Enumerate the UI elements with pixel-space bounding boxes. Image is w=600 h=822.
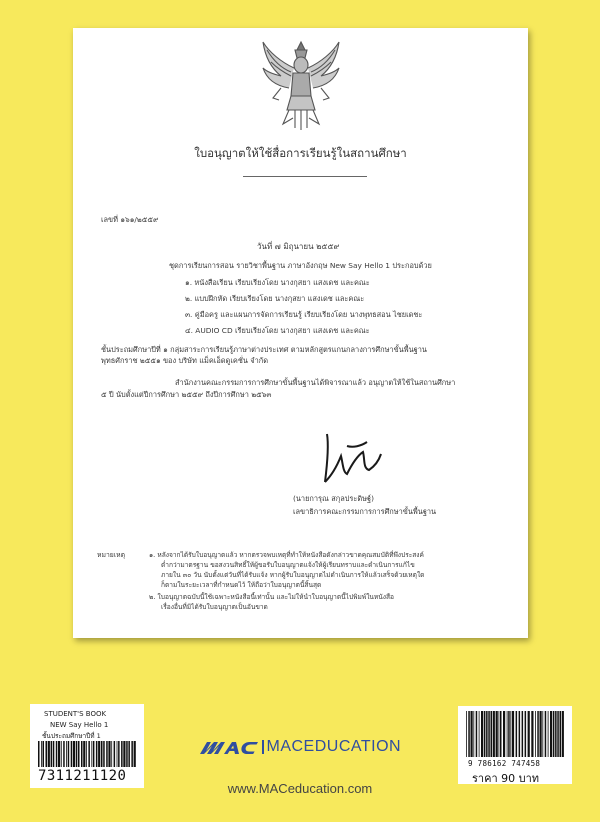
barcode-bar — [553, 711, 555, 757]
barcode-bar — [96, 741, 98, 767]
barcode-bar — [51, 741, 53, 767]
barcode-bar — [43, 741, 45, 767]
barcode-bar — [537, 711, 539, 757]
barcode-bar — [83, 741, 85, 767]
barcode-bar — [545, 711, 547, 757]
set-item: ๒. แบบฝึกหัด เรียบเรียงโดย นางกุสยา แสงเดช และคณะ — [185, 294, 365, 303]
barcode-bar — [516, 711, 518, 757]
body-text: พุทธศักราช ๒๕๕๑ ของ บริษัท แม็คเอ็ดดูเคชั่น จำกัด — [101, 356, 268, 365]
isbn-barcode — [466, 711, 564, 757]
barcode-bar — [121, 741, 123, 767]
barcode-bar — [519, 711, 521, 757]
barcode-bar — [66, 741, 67, 767]
barcode-bar — [500, 711, 502, 757]
barcode-bar — [81, 741, 83, 767]
barcode-bar — [76, 741, 78, 767]
barcode-bar — [117, 741, 118, 767]
barcode-bar — [118, 741, 120, 767]
barcode-bar — [491, 711, 493, 757]
barcode-bar — [562, 711, 564, 757]
barcode-bar — [41, 741, 42, 767]
barcode-bar — [548, 711, 549, 757]
signature-mark — [317, 426, 387, 488]
barcode-bar — [86, 741, 87, 767]
remark-label: หมายเหตุ — [97, 551, 125, 559]
barcode-bar — [555, 711, 557, 757]
logo-separator — [262, 740, 264, 754]
barcode-bar — [486, 711, 488, 757]
barcode-bar — [128, 741, 130, 767]
remark-line: ภายใน ๓๐ วัน นับตั้งแต่วันที่ได้รับแจ้ง หากผู้รับใบอนุญาตไม่ดำเนินการให้แล้วเสร็จด้วยเหตุใด — [161, 571, 425, 579]
barcode-bar — [508, 711, 510, 757]
barcode-bar — [503, 711, 505, 757]
logo-text: MACEDUCATION — [266, 738, 402, 755]
barcode-bar — [510, 711, 511, 757]
barcode-bar — [61, 741, 62, 767]
barcode-bar — [63, 741, 64, 767]
document-date: วันที่ ๗ มิถุนายน ๒๕๕๙ — [257, 242, 340, 251]
barcode-bar — [535, 711, 536, 757]
barcode-bar — [507, 711, 508, 757]
remark-line: ต่ำกว่ามาตรฐาน ขอสงวนสิทธิ์ให้ผู้ขอรับใบอนุญาตแจ้งให้ผู้เรียนทราบและดำเนินการแก้ไข — [161, 561, 415, 569]
body-text: ชั้นประถมศึกษาปีที่ ๑ กลุ่มสาระการเรียนรู้ภาษาต่างประเทศ ตามหลักสูตรแกนกลางการศึกษาขั้นพื้นฐาน — [101, 345, 427, 354]
license-document — [73, 28, 528, 638]
product-line-2: NEW Say Hello 1 — [50, 721, 109, 729]
barcode-bar — [106, 741, 108, 767]
barcode-bar — [46, 741, 48, 767]
body-text: สำนักงานคณะกรรมการการศึกษาขั้นพื้นฐานได้พิจารณาแล้ว อนุญาตให้ใช้ในสถานศึกษา — [175, 378, 456, 387]
barcode-bar — [88, 741, 90, 767]
mac-logo-icon — [200, 737, 260, 757]
barcode-bar — [466, 711, 467, 757]
barcode-bar — [91, 741, 92, 767]
barcode-bar — [540, 711, 542, 757]
barcode-bar — [488, 711, 490, 757]
barcode-bar — [103, 741, 105, 767]
barcode-bar — [56, 741, 58, 767]
barcode-bar — [71, 741, 73, 767]
barcode-bar — [473, 711, 474, 757]
barcode-bar — [531, 711, 533, 757]
barcode-bar — [525, 711, 527, 757]
barcode-bar — [93, 741, 95, 767]
product-line-1: STUDENT'S BOOK — [44, 710, 107, 718]
product-line-3: ชั้นประถมศึกษาปีที่ 1 — [42, 732, 101, 740]
barcode-bar — [38, 741, 40, 767]
set-item: ๓. คู่มือครู และแผนการจัดการเรียนรู้ เรียบเรียงโดย นางพุทธสอน ไชยเดชะ — [185, 310, 423, 319]
barcode-bar — [493, 711, 495, 757]
price-label: ราคา 90 บาท — [472, 772, 540, 785]
garuda-emblem-icon — [259, 38, 343, 132]
isbn-number: 9 786162 747458 — [468, 759, 541, 768]
remark-line: ๒. ใบอนุญาตฉบับนี้ใช้เฉพาะหนังสือนี้เท่านั้น และไม่ให้นำใบอนุญาตนี้ไปพิมพ์ในหนังสือ — [149, 593, 394, 601]
website-url: www.MACeducation.com — [227, 781, 373, 796]
barcode-bar — [496, 711, 498, 757]
set-item: ๑. หนังสือเรียน เรียบเรียงโดย นางกุสยา แสงเดช และคณะ — [185, 278, 370, 287]
barcode-bar — [111, 741, 112, 767]
barcode-bar — [557, 711, 559, 757]
barcode-bar — [78, 741, 80, 767]
signer-title: เลขาธิการคณะกรรมการการศึกษาขั้นพื้นฐาน — [293, 507, 437, 516]
barcode-bar — [476, 711, 478, 757]
product-barcode-box — [30, 704, 144, 788]
barcode-bar — [512, 711, 514, 757]
barcode-bar — [101, 741, 103, 767]
price-barcode-box — [458, 706, 572, 784]
remark-line: เรื่องอื่นที่มิได้รับใบอนุญาตเป็นอันขาด — [161, 603, 268, 611]
barcode-bar — [468, 711, 470, 757]
barcode-bar — [481, 711, 483, 757]
barcode-bar — [131, 741, 133, 767]
barcode-bar — [528, 711, 530, 757]
remark-line: ก็ตามในระยะเวลาที่กำหนดไว้ ให้ถือว่าใบอนุญาตนี้สิ้นสุด — [161, 581, 322, 589]
barcode-bar — [126, 741, 128, 767]
barcode-bar — [98, 741, 100, 767]
barcode-bar — [108, 741, 110, 767]
barcode-bar — [68, 741, 70, 767]
barcode-bar — [550, 711, 552, 757]
barcode-bar — [123, 741, 125, 767]
barcode-bar — [134, 741, 136, 767]
barcode-bar — [542, 711, 543, 757]
set-intro-text: ชุดการเรียนการสอน รายวิชาพื้นฐาน ภาษาอังกฤษ New Say Hello 1 ประกอบด้วย — [169, 261, 432, 270]
barcode-bar — [484, 711, 486, 757]
title-underline — [243, 176, 367, 177]
remark-line: ๑. หลังจากได้รับใบอนุญาตแล้ว หากตรวจพบเหตุที่ทำให้หนังสือดังกล่าวขาดคุณสมบัติที่พึงประสงค์ — [149, 551, 424, 559]
barcode-bar — [58, 741, 60, 767]
product-barcode-number: 7311211120 — [38, 768, 127, 784]
barcode-bar — [73, 741, 75, 767]
set-item: ๔. AUDIO CD เรียบเรียงโดย นางกุสยา แสงเดช และคณะ — [185, 326, 370, 335]
barcode-bar — [471, 711, 473, 757]
product-barcode — [38, 741, 136, 767]
body-text: ๕ ปี นับตั้งแต่ปีการศึกษา ๒๕๕๙ ถึงปีการศึกษา ๒๕๖๓ — [101, 390, 272, 399]
barcode-bar — [522, 711, 524, 757]
barcode-bar — [53, 741, 55, 767]
mac-education-logo — [200, 736, 401, 758]
barcode-bar — [499, 711, 500, 757]
signer-name: (นายการุณ สกุลประดิษฐ์) — [293, 494, 374, 503]
document-number: เลขที่ ๑๖๑/๒๕๕๙ — [101, 215, 159, 224]
barcode-bar — [479, 711, 480, 757]
barcode-bar — [48, 741, 50, 767]
barcode-bar — [114, 741, 116, 767]
barcode-bar — [560, 711, 562, 757]
document-title: ใบอนุญาตให้ใช้สื่อการเรียนรู้ในสถานศึกษา — [194, 146, 407, 160]
